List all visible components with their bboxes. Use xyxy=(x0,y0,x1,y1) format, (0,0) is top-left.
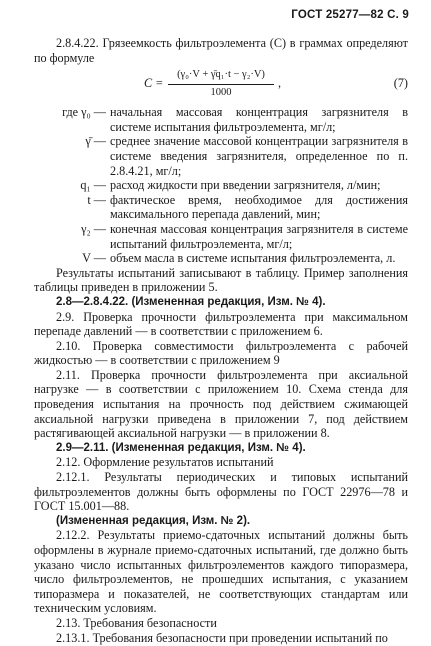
definition-text: расход жидкости при введении загрязнителя, л/мин; xyxy=(110,178,381,193)
formula-fraction xyxy=(168,68,274,100)
formula-denominator: 1000 xyxy=(210,86,232,98)
section-2-12-2: 2.12.2. Результаты приемо-сдаточных испытаний должны быть оформлены в журнале приемо-сдаточных испытаний, где должно быть указано число испытанных фильтроэлементов каждого типоразмера, число фильтроэлементов, не прошедших испытания, с указанием типоразмера и показателей, не соответствующих стандартам или техническим условиям. xyxy=(34,528,408,616)
definition-text: начальная массовая концентрация загрязнителя в системе испытания фильтроэлемента, мг/л; xyxy=(110,105,408,134)
definition-text: фактическое время, необходимое для достижения максимального перепада давлений, мин; xyxy=(110,192,408,222)
definition-symbol: γ̄ — xyxy=(85,134,106,149)
definition-item xyxy=(34,178,408,193)
page-header: ГОСТ 25277—82 С. 9 xyxy=(291,9,409,21)
amendment-note-2-9: 2.9—2.11. (Измененная редакция, Изм. № 4). xyxy=(56,441,306,454)
formula-number: (7) xyxy=(393,76,408,91)
section-2-12-heading: 2.12. Оформление результатов испытаний xyxy=(56,455,274,470)
section-2-12-1: 2.12.1. Результаты периодических и типовых испытаний фильтроэлементов должны быть оформлены по ГОСТ 22976—78 и ГОСТ 15.001—88. xyxy=(34,470,408,514)
section-2-9: 2.9. Проверка прочности фильтроэлемента при максимальном перепаде давлений — в соответствии с приложением 6. xyxy=(34,309,408,339)
formula-7 xyxy=(34,67,408,103)
definition-text: среднее значение массовой концентрации загрязнителя в системе введения загрязнителя, определенное по п. 2.8.4.21, мг/л; xyxy=(110,134,408,178)
definition-symbol: где γ₀ — xyxy=(62,105,106,120)
results-note: Результаты испытаний записывают в таблицу. Пример заполнения таблицы приведен в приложении 5. xyxy=(34,265,408,295)
definition-symbol: q₁ — xyxy=(80,178,106,193)
amendment-note-2-12-1: (Измененная редакция, Изм. № 2). xyxy=(56,514,251,527)
section-2-13-heading: 2.13. Требования безопасности xyxy=(56,615,217,630)
formula-comma: , xyxy=(278,76,282,91)
formula-numerator: (γ₀·V + γ̄q₁·t − γ₂·V) xyxy=(168,68,274,85)
formula-lhs: C = xyxy=(144,76,164,91)
section-2-13-1: 2.13.1. Требования безопасности при проведении испытаний по xyxy=(56,630,388,645)
definition-item xyxy=(34,193,408,222)
definition-symbol: γ₂ — xyxy=(81,221,106,236)
definition-item xyxy=(34,134,408,178)
definition-item xyxy=(34,105,408,134)
section-2-11: 2.11. Проверка прочности фильтроэлемента при аксиальной нагрузке — в соответствии с приложением 10. Схема стенда для проведения испытания на прочность под действием сжимающей аксиальной нагрузки приведена в приложении 7, под действием растягивающей аксиальной нагрузки — в приложении 8. xyxy=(34,367,408,441)
definition-item xyxy=(34,222,408,251)
section-2-10: 2.10. Проверка совместимости фильтроэлемента с рабочей жидкостью — в соответствии с приложением 9 xyxy=(34,338,408,368)
amendment-note-2-8: 2.8—2.8.4.22. (Измененная редакция, Изм. № 4). xyxy=(56,295,326,308)
page-body xyxy=(34,36,408,645)
section-2-8-4-22: 2.8.4.22. Грязеемкость фильтроэлемента (С) в граммах определяют по формуле xyxy=(34,36,408,65)
definition-text: конечная массовая концентрация загрязнителя в системе испытаний фильтроэлемента, мг/л; xyxy=(110,221,408,251)
definition-symbol: t — xyxy=(87,192,106,207)
definition-text: объем масла в системе испытания фильтроэлемента, л. xyxy=(110,251,396,266)
definition-item xyxy=(34,251,408,266)
definition-symbol: V — xyxy=(82,251,106,266)
definitions-list xyxy=(34,105,408,266)
